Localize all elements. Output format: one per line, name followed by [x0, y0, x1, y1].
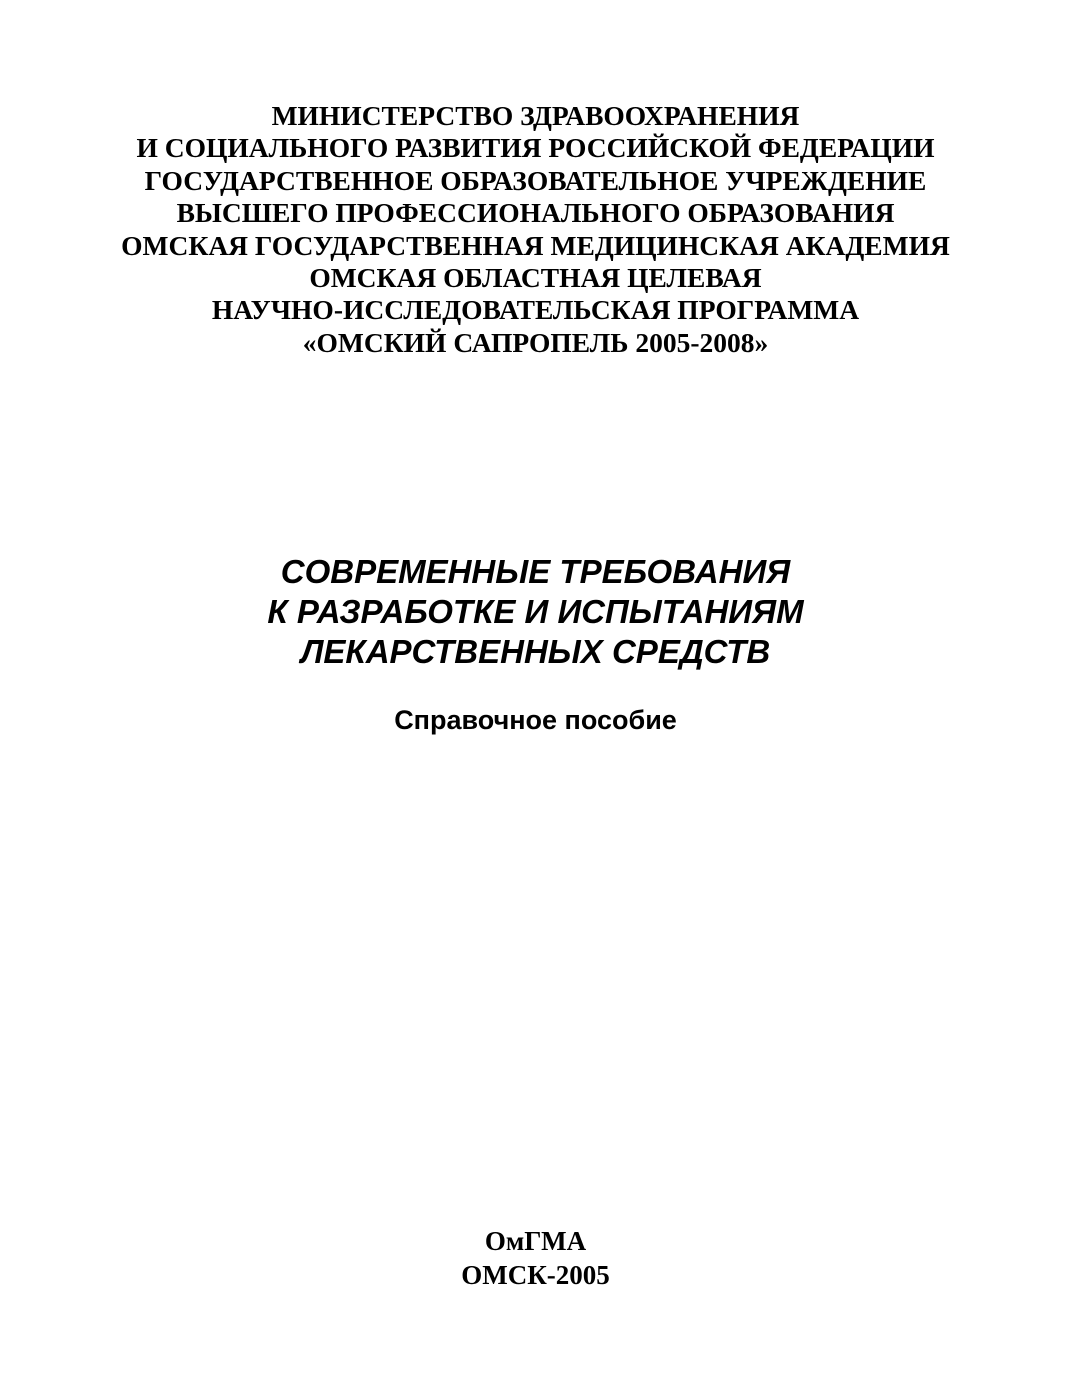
header-line-higher-education: ВЫСШЕГО ПРОФЕССИОНАЛЬНОГО ОБРАЗОВАНИЯ [176, 197, 895, 229]
city-year: ОМСК-2005 [461, 1260, 610, 1290]
publisher-name: ОмГМА [484, 1226, 587, 1256]
document-title [0, 552, 1071, 672]
title-line-1: СОВРЕМЕННЫЕ ТРЕБОВАНИЯ [280, 553, 791, 590]
document-subtitle: Справочное пособие [394, 705, 677, 735]
header-line-research-program: НАУЧНО-ИССЛЕДОВАТЕЛЬСКАЯ ПРОГРАММА [211, 294, 860, 326]
header-line-program-name: «ОМСКИЙ САПРОПЕЛЬ 2005-2008» [302, 326, 769, 358]
header-line-regional-program: ОМСКАЯ ОБЛАСТНАЯ ЦЕЛЕВАЯ [309, 262, 762, 294]
header-line-academy: ОМСКАЯ ГОСУДАРСТВЕННАЯ МЕДИЦИНСКАЯ АКАДЕМИЯ [121, 229, 950, 261]
header-line-ministry: МИНИСТЕРСТВО ЗДРАВООХРАНЕНИЯ [271, 100, 800, 131]
title-line-2: К РАЗРАБОТКЕ И ИСПЫТАНИЯМ [267, 593, 804, 630]
header-line-social-development: И СОЦИАЛЬНОГО РАЗВИТИЯ РОССИЙСКОЙ ФЕДЕРАЦИИ [136, 132, 935, 164]
header-line-state-institution: ГОСУДАРСТВЕННОЕ ОБРАЗОВАТЕЛЬНОЕ УЧРЕЖДЕНИЕ [144, 164, 927, 196]
publication-footer [0, 1224, 1071, 1292]
title-line-3: ЛЕКАРСТВЕННЫХ СРЕДСТВ [300, 633, 771, 670]
institution-header [0, 100, 1071, 359]
